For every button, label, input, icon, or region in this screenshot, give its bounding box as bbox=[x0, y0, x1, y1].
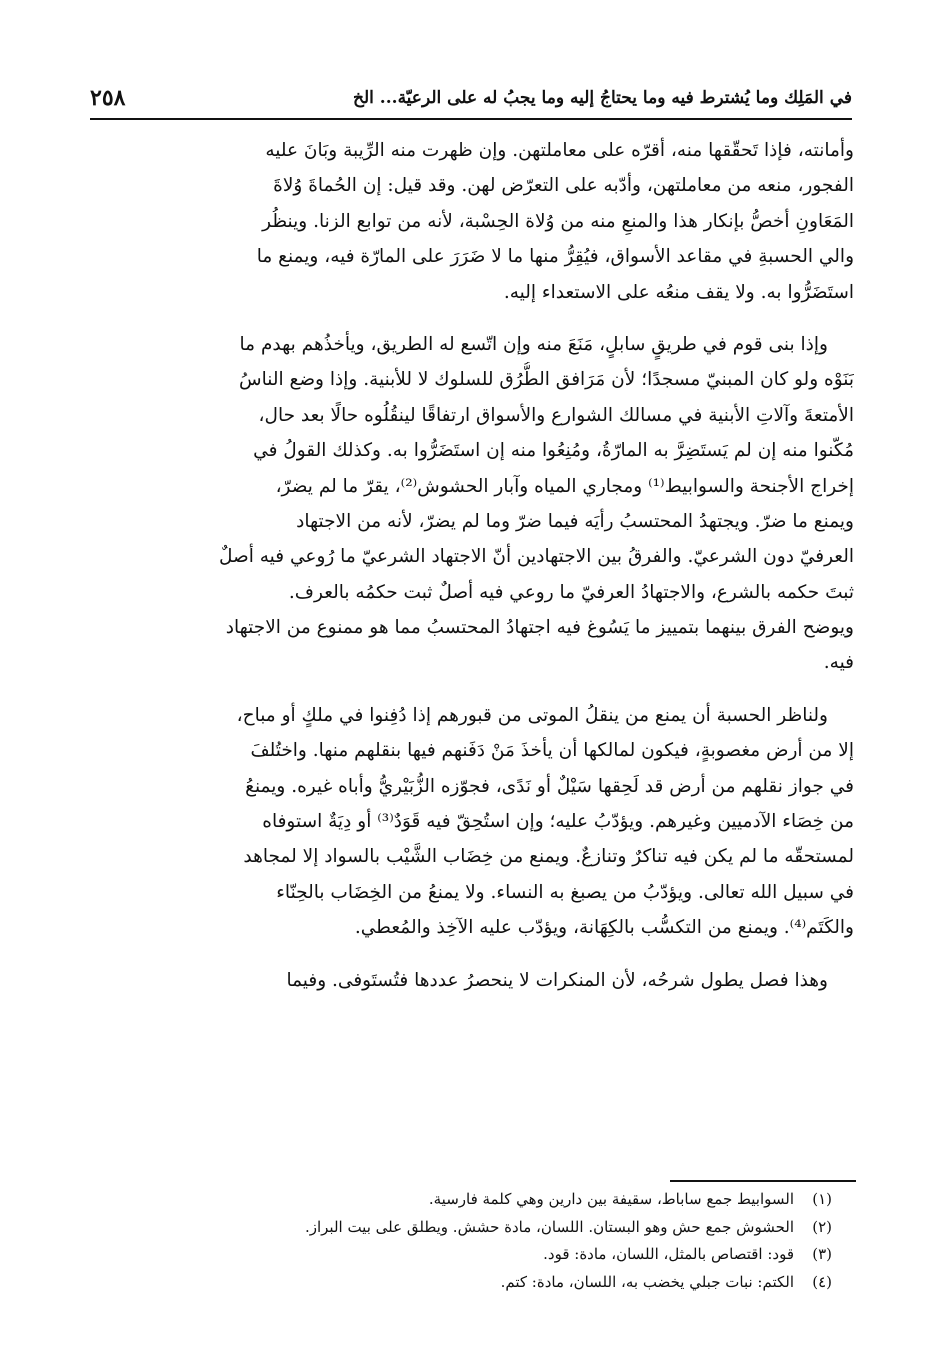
footnote-4 bbox=[88, 1269, 832, 1297]
text-line: مُكّنوا منه إن لم يَستَضِرَّ به المارّةُ، ومُنِعُوا منه إن استَضَرُّوا به. وكذلك القولُ في bbox=[253, 440, 854, 462]
header-title: في المَلِك وما يُشترط فيه وما يحتاجُ إليه وما يجبُ له على الرعيّة... الخ bbox=[353, 88, 852, 108]
paragraph-4 bbox=[88, 963, 854, 998]
text-line: فيه. bbox=[823, 652, 854, 674]
text-line: ويمنع ما ضرّ. ويجتهدُ المحتسبُ رأيَه فيما ضرّ وما لم يضرّ، لأنه من الاجتهاد bbox=[296, 510, 854, 532]
text-line: إلا من أرض مغصوبةٍ، فيكون لمالكها أن يأخذَ مَنْ دَفَنهم فيها بنقلهم منها. واختُلفَ bbox=[250, 740, 854, 762]
text-line: وإذا بنى قوم في طريقٍ سابلٍ، مَنَعَ منه وإن اتّسع له الطريق، ويأخذُهم بهدم ما bbox=[239, 333, 828, 355]
footnote-text: السوابيط جمع ساباط، سقيفة بين دارين وهي كلمة فارسية. bbox=[428, 1190, 794, 1208]
text-line: إخراج الأجنحة والسوابيط⁽¹⁾ ومجاري المياه وآبار الحشوش⁽²⁾، يقرّ ما لم يضرّ، bbox=[275, 475, 854, 497]
text-line: العرفيّ دون الشرعيّ. والفرقُ بين الاجتهادين أنّ الاجتهاد الشرعيّ ما رُوعي فيه أصلٌ bbox=[219, 546, 854, 568]
running-header bbox=[90, 78, 852, 120]
footnote-text: قود: اقتصاص بالمثل، اللسان، مادة: قود. bbox=[543, 1245, 794, 1263]
footnote-separator bbox=[670, 1180, 856, 1182]
text-line: ثبتَ حكمه بالشرع، والاجتهادُ العرفيّ ما روعي فيه أصلٌ ثبت حكمُه بالعرف. bbox=[288, 581, 854, 603]
footnote-3 bbox=[88, 1241, 832, 1269]
text-line: ولناظر الحسبة أن يمنع من ينقلُ الموتى من قبورهم إذا دُفِنوا في ملكٍ أو مباح، bbox=[236, 704, 828, 726]
footnote-number: (٢) bbox=[812, 1217, 832, 1236]
text-line: بَنَوْه ولو كان المبنيّ مسجدًا؛ لأن مَرَافق الطُّرُق للسلوك لا للأبنية. وإذا وضع الناسُ bbox=[239, 369, 854, 391]
main-text bbox=[88, 133, 854, 1015]
footnote-number: (٤) bbox=[812, 1272, 832, 1291]
footnote-text: الحشوش جمع حش وهو البستان. اللسان، مادة حشش. ويطلق على بيت البراز. bbox=[304, 1217, 794, 1236]
text-line: وهذا فصل يطول شرحُه، لأن المنكرات لا ينحصرُ عددها فتُستَوفى. وفيما bbox=[286, 969, 828, 991]
text-line: في جواز نقلهم من أرض قد لَحِقها سَيْلٌ أو نَدًى، فجوّزه الزُّبَيْريُّ وأباه غيره. ويمنعُ bbox=[245, 775, 854, 797]
footnote-number: (١) bbox=[812, 1190, 832, 1208]
page-number: ٢٥٨ bbox=[90, 85, 126, 111]
text-line: في سبيل الله تعالى. ويؤدّبُ من يصبغ به النساء. ولا يمنعُ من الخِضَاب بالحِنّاء bbox=[276, 881, 854, 903]
paragraph-2 bbox=[88, 327, 854, 681]
footnote-text: الكتم: نبات جبلي يخضب به، اللسان، مادة: كتم. bbox=[500, 1272, 794, 1291]
text-line: استَضَرُّوا به. ولا يقف منعُه على الاستعداء إليه. bbox=[503, 281, 854, 303]
text-line: من خِصَاء الآدميين وغيرهم. ويؤدّبُ عليه؛ وإن استُحِقّ فيه قَوَدٌ⁽³⁾ أو دِيَةٌ استوفاه bbox=[262, 811, 854, 833]
text-line: الفجور، منعه من معاملتهن، وأدّبه على التعرّض لهن. وقد قيل: إن الحُماةَ وُلاةَ bbox=[273, 175, 854, 197]
footnote-number: (٣) bbox=[812, 1245, 832, 1263]
text-line: ويوضح الفرق بينهما بتمييز ما يَسُوغ فيه اجتهادُ المحتسبُ مما هو ممنوع من الاجتهاد bbox=[225, 617, 854, 639]
text-line: الأمتعةَ وآلاتِ الأبنية في مسالك الشوارع والأسواق ارتفاقًا لينقُلُوه حالًا بعد حال، bbox=[258, 404, 854, 426]
text-line: لمستحقّه ما لم يكن فيه تناكرٌ وتنازعٌ. ويمنع من خِضَاب الشَّيْب بالسواد إلا لمجاهد bbox=[243, 846, 854, 868]
text-line: والي الحسبةِ في مقاعد الأسواق، فيُقِرُّ منها ما لا ضَرَرَ على المارّة فيه، ويمنع ما bbox=[256, 246, 854, 268]
text-line: والكَتَم⁽⁴⁾. ويمنع من التكسُّب بالكِهَانة، ويؤدّب عليه الآخِذ والمُعطي. bbox=[354, 917, 854, 939]
paragraph-3 bbox=[88, 698, 854, 946]
text-line: المَعَاونِ أخصُّ بإنكار هذا والمنعِ منه من وُلاة الحِسْبة، لأنه من توابع الزنا. وينظُر bbox=[262, 210, 854, 232]
footnote-2 bbox=[88, 1214, 832, 1242]
footnotes bbox=[88, 1186, 832, 1296]
text-line: وأمانته، فإذا تَحقّقها منه، أقرّه على معاملتهن. وإن ظهرت منه الرِّيبة وبَانَ عليه bbox=[265, 140, 854, 161]
footnote-1 bbox=[88, 1186, 832, 1214]
paragraph-1 bbox=[88, 133, 854, 310]
